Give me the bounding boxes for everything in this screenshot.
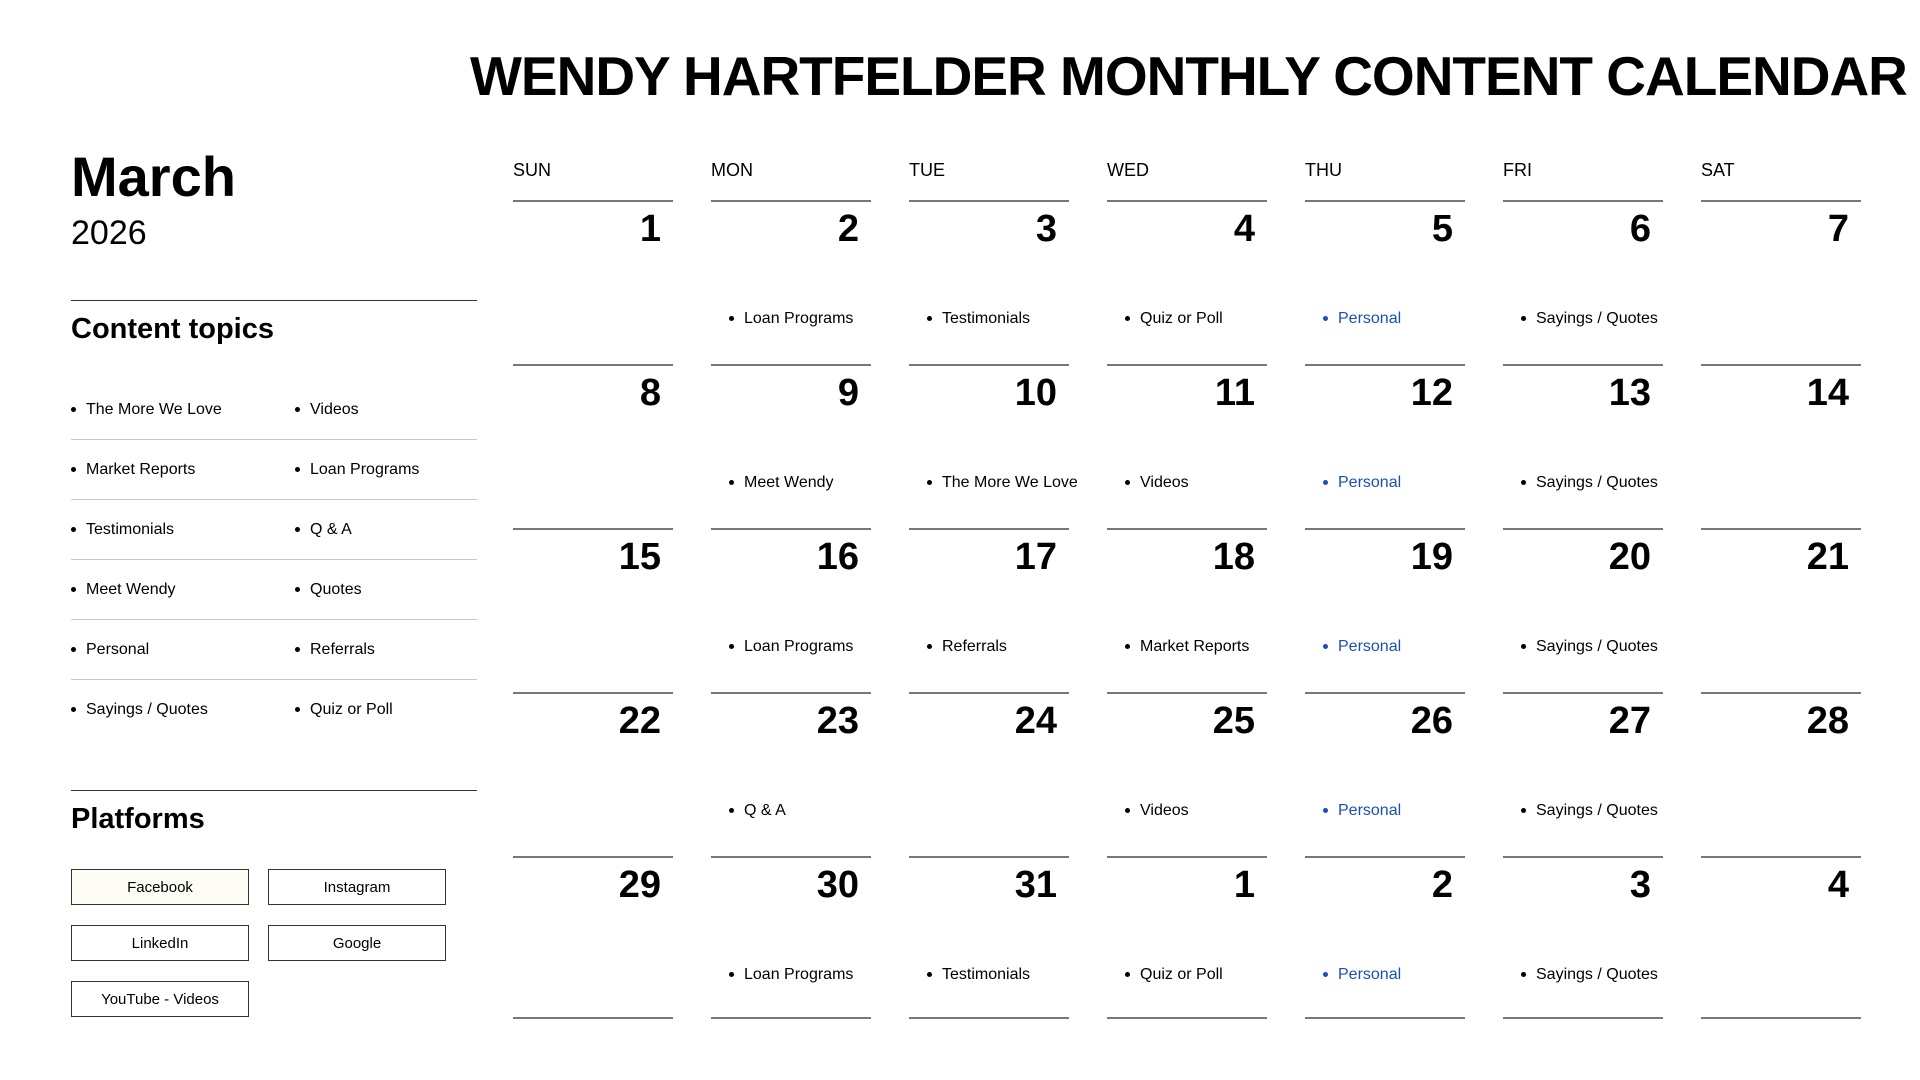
day-number: 10 (1014, 372, 1057, 414)
day-number: 9 (837, 372, 859, 414)
calendar-day-cell[interactable] (1305, 528, 1465, 691)
content-entry: Referrals (927, 638, 1007, 656)
day-number: 26 (1410, 700, 1453, 742)
day-number: 4 (1233, 208, 1255, 250)
content-entry: The More We Love (927, 474, 1078, 492)
day-number: 6 (1629, 208, 1651, 250)
day-number: 21 (1806, 536, 1849, 578)
day-number: 5 (1431, 208, 1453, 250)
calendar-day-cell[interactable] (513, 528, 673, 691)
calendar-day-cell[interactable] (1701, 200, 1861, 363)
calendar-day-cell[interactable] (1305, 364, 1465, 527)
topic-item: Quotes (295, 560, 362, 619)
topic-item: Market Reports (71, 440, 195, 499)
content-entry: Loan Programs (729, 638, 853, 656)
content-entry: Loan Programs (729, 310, 853, 328)
day-number: 8 (639, 372, 661, 414)
content-entry: Personal (1323, 638, 1401, 656)
day-number: 1 (639, 208, 661, 250)
day-number: 3 (1035, 208, 1057, 250)
topic-item: The More We Love (71, 380, 222, 439)
calendar-day-cell[interactable] (1107, 200, 1267, 363)
calendar-day-cell[interactable] (1503, 692, 1663, 855)
calendar-day-cell[interactable] (1701, 364, 1861, 527)
topic-item: Videos (295, 380, 359, 439)
topic-item: Meet Wendy (71, 560, 176, 619)
calendar-day-cell[interactable] (1305, 200, 1465, 363)
day-number: 3 (1629, 864, 1651, 906)
day-number: 22 (618, 700, 661, 742)
content-entry: Quiz or Poll (1125, 310, 1223, 328)
topics-heading: Content topics (71, 313, 274, 345)
day-number: 2 (837, 208, 859, 250)
topics-list (71, 380, 477, 739)
content-entry: Personal (1323, 310, 1401, 328)
topics-divider (71, 300, 477, 301)
calendar-day-cell[interactable] (1701, 528, 1861, 691)
topic-row (71, 620, 477, 680)
calendar-day-cell[interactable] (513, 856, 673, 1019)
day-number: 27 (1608, 700, 1651, 742)
day-number: 20 (1608, 536, 1651, 578)
day-number: 13 (1608, 372, 1651, 414)
weekday-header-thu: THU (1305, 160, 1342, 180)
day-number: 7 (1827, 208, 1849, 250)
content-entry: Personal (1323, 966, 1401, 984)
calendar-day-cell[interactable] (1107, 528, 1267, 691)
calendar-day-cell[interactable] (1503, 856, 1663, 1019)
content-entry: Sayings / Quotes (1521, 802, 1658, 820)
calendar-day-cell[interactable] (711, 856, 871, 1019)
content-entry: Testimonials (927, 310, 1030, 328)
content-entry: Loan Programs (729, 966, 853, 984)
topic-item: Testimonials (71, 500, 174, 559)
platform-linkedin[interactable]: LinkedIn (71, 925, 249, 961)
day-number: 12 (1410, 372, 1453, 414)
day-number: 4 (1827, 864, 1849, 906)
calendar-day-cell[interactable] (1305, 856, 1465, 1019)
day-number: 23 (816, 700, 859, 742)
calendar-day-cell[interactable] (909, 528, 1069, 691)
platforms-divider (71, 790, 477, 791)
calendar-day-cell[interactable] (1107, 364, 1267, 527)
topic-item: Sayings / Quotes (71, 680, 208, 739)
content-entry: Videos (1125, 802, 1189, 820)
day-number: 18 (1212, 536, 1255, 578)
weekday-header-sat: SAT (1701, 160, 1735, 180)
calendar-day-cell[interactable] (711, 528, 871, 691)
content-entry: Personal (1323, 474, 1401, 492)
day-number: 14 (1806, 372, 1849, 414)
day-number: 11 (1214, 372, 1255, 414)
topic-item: Loan Programs (295, 440, 419, 499)
topic-row (71, 440, 477, 500)
calendar-day-cell[interactable] (1503, 528, 1663, 691)
day-number: 1 (1233, 864, 1255, 906)
weekday-header-sun: SUN (513, 160, 552, 180)
calendar-day-cell[interactable] (1503, 200, 1663, 363)
day-number: 31 (1014, 864, 1057, 906)
calendar-day-cell[interactable] (909, 200, 1069, 363)
topic-item: Personal (71, 620, 149, 679)
topic-item: Quiz or Poll (295, 680, 393, 739)
content-entry: Q & A (729, 802, 786, 820)
platform-instagram[interactable]: Instagram (268, 869, 446, 905)
content-entry: Sayings / Quotes (1521, 310, 1658, 328)
topic-item: Q & A (295, 500, 352, 559)
day-number: 24 (1014, 700, 1057, 742)
calendar-day-cell[interactable] (513, 200, 673, 363)
weekday-header-mon: MON (711, 160, 753, 180)
month-name: March (71, 145, 236, 208)
calendar-day-cell[interactable] (1107, 692, 1267, 855)
day-number: 30 (816, 864, 859, 906)
day-number: 28 (1806, 700, 1849, 742)
topic-item: Referrals (295, 620, 375, 679)
topic-row (71, 680, 477, 739)
content-entry: Personal (1323, 802, 1401, 820)
calendar-day-cell[interactable] (909, 692, 1069, 855)
calendar-day-cell[interactable] (909, 364, 1078, 527)
weekday-header-tue: TUE (909, 160, 945, 180)
day-number: 29 (618, 864, 661, 906)
platforms-heading: Platforms (71, 803, 205, 835)
platform-google[interactable]: Google (268, 925, 446, 961)
calendar-day-cell[interactable] (711, 364, 871, 527)
content-entry: Sayings / Quotes (1521, 474, 1658, 492)
calendar-title: WENDY HARTFELDER MONTHLY CONTENT CALENDAR (470, 45, 1907, 107)
calendar-day-cell[interactable] (909, 856, 1069, 1019)
topic-row (71, 380, 477, 440)
day-number: 25 (1212, 700, 1255, 742)
content-entry: Videos (1125, 474, 1189, 492)
platform-facebook[interactable]: Facebook (71, 869, 249, 905)
content-entry: Testimonials (927, 966, 1030, 984)
day-number: 17 (1014, 536, 1057, 578)
calendar-day-cell[interactable] (1701, 692, 1861, 855)
weekday-header-wed: WED (1107, 160, 1149, 180)
calendar-day-cell[interactable] (1107, 856, 1267, 1019)
platform-youtube[interactable]: YouTube - Videos (71, 981, 249, 1017)
calendar-day-cell[interactable] (711, 692, 871, 855)
weekday-header-fri: FRI (1503, 160, 1532, 180)
calendar-day-cell[interactable] (513, 364, 673, 527)
day-number: 15 (618, 536, 661, 578)
topic-row (71, 500, 477, 560)
content-entry: Sayings / Quotes (1521, 966, 1658, 984)
content-entry: Quiz or Poll (1125, 966, 1223, 984)
year: 2026 (71, 214, 147, 252)
calendar-day-cell[interactable] (1503, 364, 1663, 527)
day-number: 16 (816, 536, 859, 578)
content-entry: Meet Wendy (729, 474, 834, 492)
content-entry: Market Reports (1125, 638, 1249, 656)
day-number: 2 (1431, 864, 1453, 906)
day-number: 19 (1410, 536, 1453, 578)
calendar-day-cell[interactable] (1305, 692, 1465, 855)
calendar-day-cell[interactable] (711, 200, 871, 363)
topic-row (71, 560, 477, 620)
calendar-day-cell[interactable] (513, 692, 673, 855)
content-entry: Sayings / Quotes (1521, 638, 1658, 656)
calendar-day-cell[interactable] (1701, 856, 1861, 1019)
